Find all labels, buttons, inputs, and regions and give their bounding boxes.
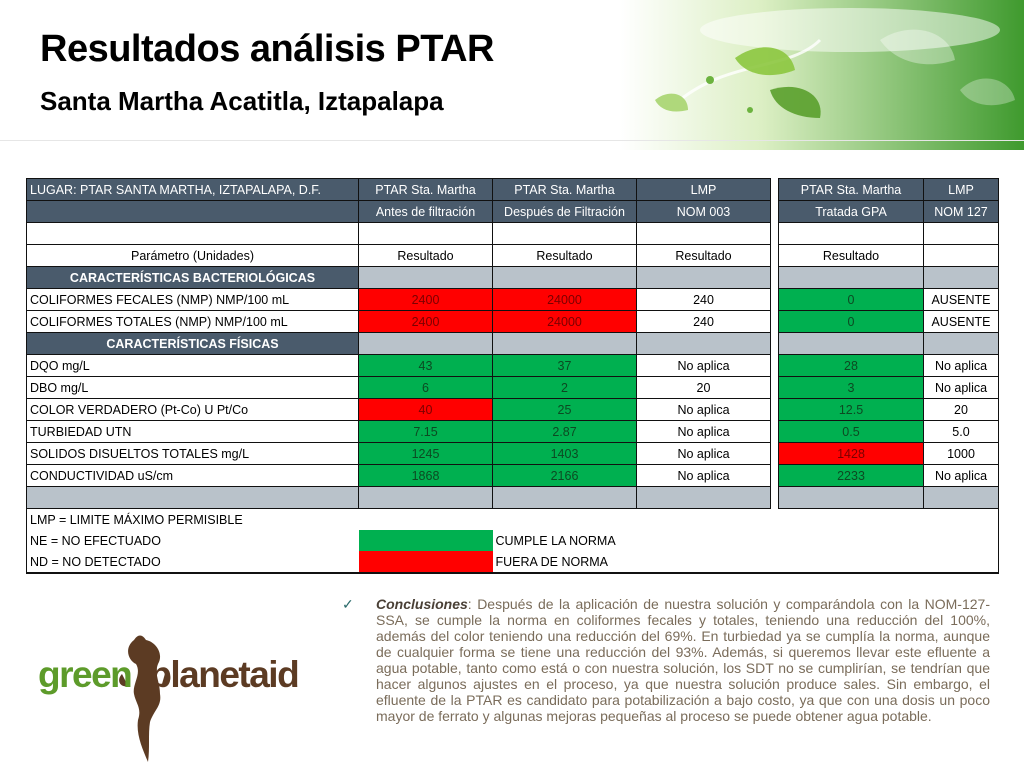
conclusion-label: Conclusiones bbox=[376, 596, 468, 612]
param-cell: TURBIEDAD UTN bbox=[27, 421, 359, 443]
lmp127-value: No aplica bbox=[924, 355, 999, 377]
lmp127-value: 5.0 bbox=[924, 421, 999, 443]
despues-value: 2 bbox=[493, 377, 637, 399]
antes-value: 6 bbox=[359, 377, 493, 399]
section-cell bbox=[493, 333, 637, 355]
param-cell: CONDUCTIVIDAD uS/cm bbox=[27, 465, 359, 487]
section-cell bbox=[637, 333, 771, 355]
separator-cell bbox=[637, 487, 771, 509]
antes-value: 1868 bbox=[359, 465, 493, 487]
lmp003-value: No aplica bbox=[637, 399, 771, 421]
legend-meaning bbox=[493, 509, 999, 531]
legend-label: NE = NO EFECTUADO bbox=[27, 530, 359, 551]
despues-value: 2.87 bbox=[493, 421, 637, 443]
table-blank-row bbox=[27, 223, 999, 245]
gpa-value: 3 bbox=[779, 377, 924, 399]
blank-cell bbox=[493, 223, 637, 245]
legend-label: LMP = LIMITE MÁXIMO PERMISIBLE bbox=[27, 509, 359, 531]
section-cell bbox=[779, 267, 924, 289]
leaf-decoration-icon bbox=[560, 0, 1024, 150]
table-row bbox=[27, 443, 999, 465]
separator-cell bbox=[924, 487, 999, 509]
despues-value: 1403 bbox=[493, 443, 637, 465]
column-gap bbox=[771, 179, 779, 201]
legend-empty bbox=[359, 509, 493, 531]
header-ptar-antes: PTAR Sta. Martha bbox=[359, 179, 493, 201]
subheader-nom-127: NOM 127 bbox=[924, 201, 999, 223]
green-planet-aid-logo bbox=[38, 630, 299, 770]
separator-cell bbox=[359, 487, 493, 509]
section-bacteriologicas bbox=[27, 267, 999, 289]
param-cell: DBO mg/L bbox=[27, 377, 359, 399]
table-row bbox=[27, 421, 999, 443]
page-subtitle: Santa Martha Acatitla, Iztapalapa bbox=[40, 86, 444, 116]
lmp003-value: No aplica bbox=[637, 355, 771, 377]
conclusion-text bbox=[376, 596, 990, 724]
lmp003-value: No aplica bbox=[637, 443, 771, 465]
section-cell bbox=[924, 333, 999, 355]
legend-row bbox=[27, 530, 999, 551]
legend-meaning: FUERA DE NORMA bbox=[493, 551, 999, 573]
lmp127-value: No aplica bbox=[924, 377, 999, 399]
section-fisicas bbox=[27, 333, 999, 355]
column-gap bbox=[771, 201, 779, 223]
column-gap bbox=[771, 377, 779, 399]
legend-meaning: CUMPLE LA NORMA bbox=[493, 530, 999, 551]
despues-value: 25 bbox=[493, 399, 637, 421]
logo-text-planetaid: planetaid bbox=[149, 654, 299, 695]
lmp003-value: 240 bbox=[637, 289, 771, 311]
column-gap bbox=[771, 399, 779, 421]
gpa-value: 2233 bbox=[779, 465, 924, 487]
blank-cell bbox=[27, 223, 359, 245]
table-row bbox=[27, 377, 999, 399]
lmp127-value: No aplica bbox=[924, 465, 999, 487]
blank-cell bbox=[779, 223, 924, 245]
legend-row bbox=[27, 551, 999, 573]
lmp003-value: 20 bbox=[637, 377, 771, 399]
param-title: Parámetro (Unidades) bbox=[27, 245, 359, 267]
param-cell: COLIFORMES FECALES (NMP) NMP/100 mL bbox=[27, 289, 359, 311]
header-ptar-despues: PTAR Sta. Martha bbox=[493, 179, 637, 201]
section-cell bbox=[359, 267, 493, 289]
table-subheader-row bbox=[27, 201, 999, 223]
antes-value: 7.15 bbox=[359, 421, 493, 443]
table-column-titles-row bbox=[27, 245, 999, 267]
table-row bbox=[27, 289, 999, 311]
lmp127-value: AUSENTE bbox=[924, 289, 999, 311]
result-title: Resultado bbox=[779, 245, 924, 267]
lmp003-value: No aplica bbox=[637, 465, 771, 487]
despues-value: 24000 bbox=[493, 289, 637, 311]
subheader-empty bbox=[27, 201, 359, 223]
column-gap bbox=[771, 267, 779, 289]
conclusion-body: : Después de la aplicación de nuestra solución y comparándola con la NOM-127-SSA, se cumple la norma en coliformes fecales y totales, teniendo una reducción del 100%, además del color teniendo una reducción del 69%. En turbiedad ya se cumplía la norma, aunque de cualquier forma se tiene una reducción del 93%. Además, si queremos llevar este efluente a agua potable, tanto como está o con nuestra solución, los SDT no se cumplirían, se tendrían que hacer algunos ajustes en el proceso, ya que nuestra solución produce sales. Sin embargo, el efluente de la PTAR es candidato para potabilización a bajo costo, ya que con una dosis un poco mayor de ferrato y algunas mejoras pequeñas al proceso se puede obtener agua potable. bbox=[376, 596, 990, 724]
param-cell: SOLIDOS DISUELTOS TOTALES mg/L bbox=[27, 443, 359, 465]
result-title-empty bbox=[924, 245, 999, 267]
param-cell: COLOR VERDADERO (Pt-Co) U Pt/Co bbox=[27, 399, 359, 421]
column-gap bbox=[771, 443, 779, 465]
antes-value: 2400 bbox=[359, 311, 493, 333]
separator-cell bbox=[493, 487, 637, 509]
column-gap bbox=[771, 223, 779, 245]
antes-value: 43 bbox=[359, 355, 493, 377]
table-row bbox=[27, 355, 999, 377]
separator-cell bbox=[27, 487, 359, 509]
section-cell bbox=[359, 333, 493, 355]
gpa-value: 0 bbox=[779, 289, 924, 311]
section-cell bbox=[637, 267, 771, 289]
column-gap bbox=[771, 355, 779, 377]
column-gap bbox=[771, 289, 779, 311]
separator-cell bbox=[779, 487, 924, 509]
table-row bbox=[27, 465, 999, 487]
legend-label: ND = NO DETECTADO bbox=[27, 551, 359, 573]
lmp003-value: No aplica bbox=[637, 421, 771, 443]
conclusion-block bbox=[342, 596, 990, 724]
antes-value: 1245 bbox=[359, 443, 493, 465]
blank-cell bbox=[637, 223, 771, 245]
gpa-value: 0.5 bbox=[779, 421, 924, 443]
legend-swatch bbox=[359, 530, 493, 551]
despues-value: 37 bbox=[493, 355, 637, 377]
blank-cell bbox=[359, 223, 493, 245]
column-gap bbox=[771, 333, 779, 355]
section-title: CARACTERÍSTICAS BACTERIOLÓGICAS bbox=[27, 267, 359, 289]
check-bullet-icon: ✓ bbox=[342, 596, 354, 612]
header-ptar-gpa: PTAR Sta. Martha bbox=[779, 179, 924, 201]
subheader-antes: Antes de filtración bbox=[359, 201, 493, 223]
subheader-despues: Después de Filtración bbox=[493, 201, 637, 223]
table-row bbox=[27, 399, 999, 421]
result-title: Resultado bbox=[493, 245, 637, 267]
header-divider bbox=[0, 140, 1024, 141]
gpa-value: 28 bbox=[779, 355, 924, 377]
results-table bbox=[26, 178, 999, 574]
column-gap bbox=[771, 245, 779, 267]
blank-cell bbox=[924, 223, 999, 245]
logo-text-green: green bbox=[38, 654, 132, 695]
result-title: Resultado bbox=[359, 245, 493, 267]
page-title: Resultados análisis PTAR bbox=[40, 28, 494, 70]
subheader-nom-003: NOM 003 bbox=[637, 201, 771, 223]
table-row bbox=[27, 311, 999, 333]
despues-value: 2166 bbox=[493, 465, 637, 487]
gpa-value: 12.5 bbox=[779, 399, 924, 421]
legend-row bbox=[27, 509, 999, 531]
table-separator-row bbox=[27, 487, 999, 509]
header-lmp-127: LMP bbox=[924, 179, 999, 201]
section-cell bbox=[924, 267, 999, 289]
lmp003-value: 240 bbox=[637, 311, 771, 333]
column-gap bbox=[771, 311, 779, 333]
column-gap bbox=[771, 421, 779, 443]
antes-value: 40 bbox=[359, 399, 493, 421]
lmp127-value: 20 bbox=[924, 399, 999, 421]
section-cell bbox=[493, 267, 637, 289]
column-gap bbox=[771, 487, 779, 509]
gpa-value: 0 bbox=[779, 311, 924, 333]
antes-value: 2400 bbox=[359, 289, 493, 311]
lmp127-value: 1000 bbox=[924, 443, 999, 465]
header-lmp-003: LMP bbox=[637, 179, 771, 201]
gpa-value: 1428 bbox=[779, 443, 924, 465]
subheader-gpa: Tratada GPA bbox=[779, 201, 924, 223]
lmp127-value: AUSENTE bbox=[924, 311, 999, 333]
param-cell: DQO mg/L bbox=[27, 355, 359, 377]
param-cell: COLIFORMES TOTALES (NMP) NMP/100 mL bbox=[27, 311, 359, 333]
legend-swatch bbox=[359, 551, 493, 573]
section-cell bbox=[779, 333, 924, 355]
section-title: CARACTERÍSTICAS FÍSICAS bbox=[27, 333, 359, 355]
header-location: LUGAR: PTAR SANTA MARTHA, IZTAPALAPA, D.F. bbox=[27, 179, 359, 201]
result-title: Resultado bbox=[637, 245, 771, 267]
despues-value: 24000 bbox=[493, 311, 637, 333]
column-gap bbox=[771, 465, 779, 487]
table-header-row bbox=[27, 179, 999, 201]
